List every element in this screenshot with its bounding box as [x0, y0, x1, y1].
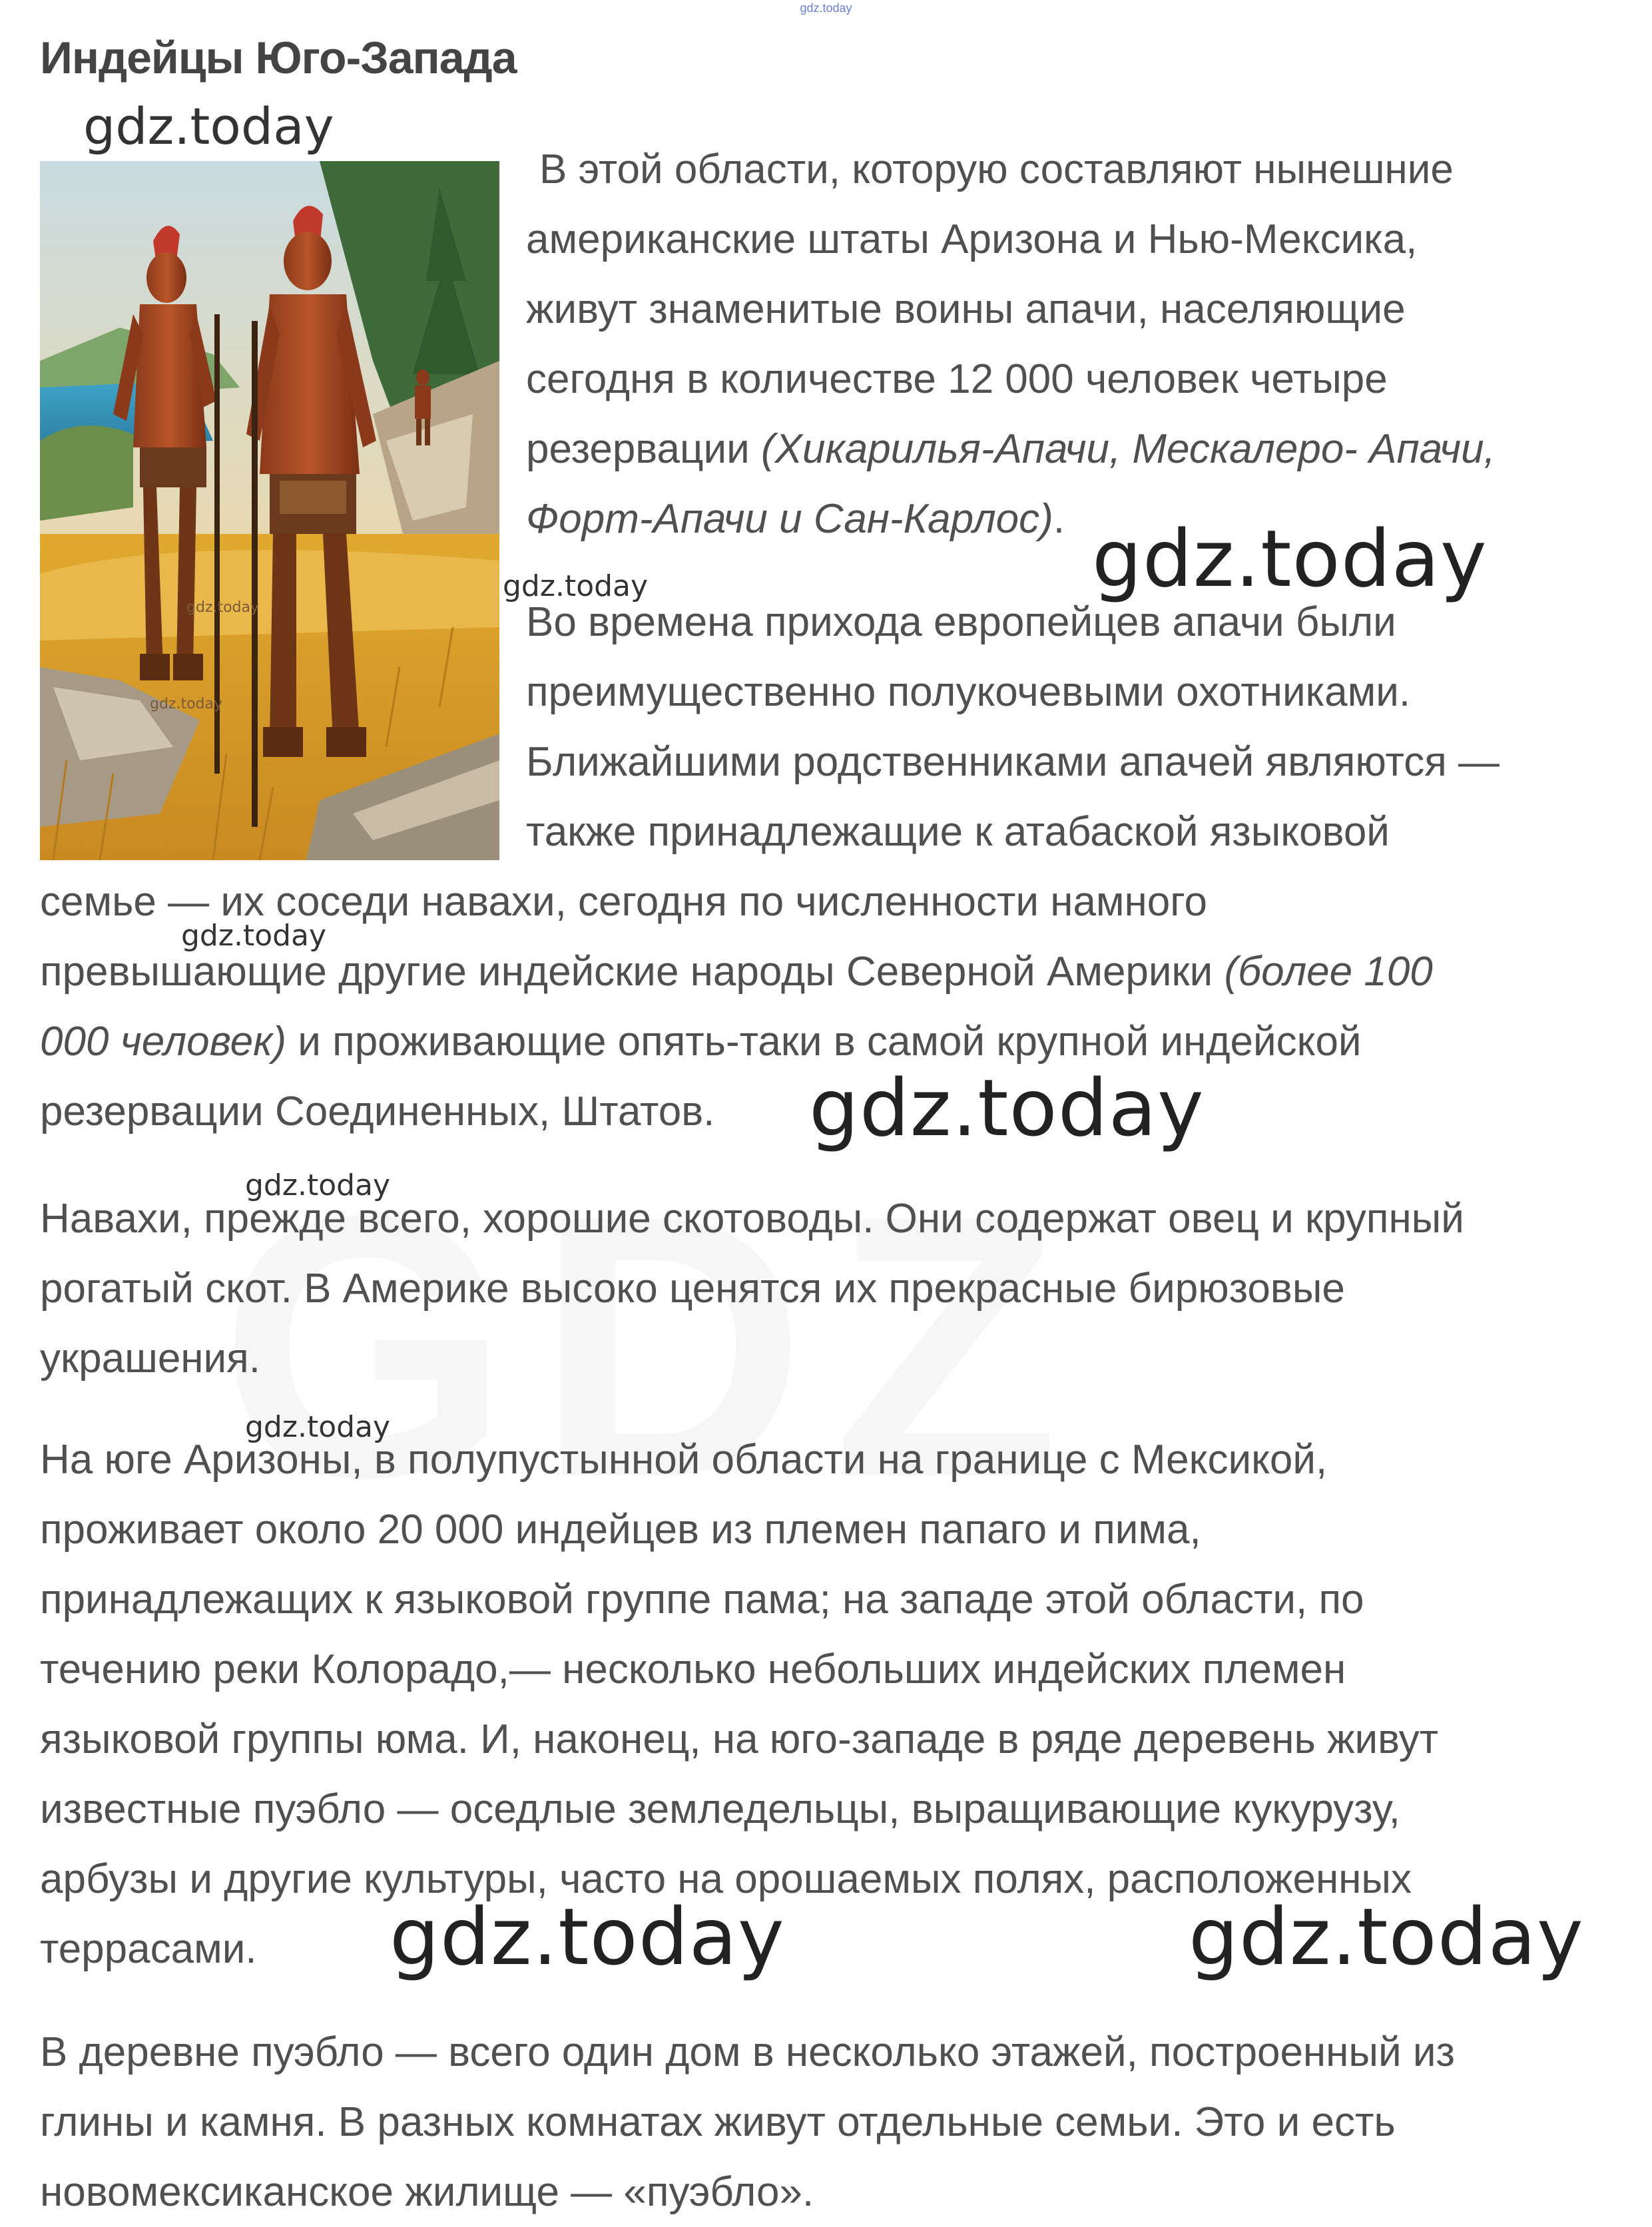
text-segment: . — [1053, 496, 1065, 542]
text-line: рогатый скот. В Америке высоко ценятся их прекрасные бирюзовые — [40, 1266, 1345, 1312]
watermark: gdz.today — [390, 1891, 785, 1983]
image-watermark: gdz.today — [186, 599, 260, 616]
paragraph-5 — [40, 2017, 1625, 2227]
text-segment-italic: 000 человек) — [40, 1019, 287, 1065]
text-line — [40, 414, 1625, 484]
article-body-paragraph-3 — [40, 1184, 1625, 1393]
text-line: Ближайшими родственниками апачей являются — — [526, 739, 1500, 785]
watermark: gdz.today — [809, 1062, 1205, 1154]
article-body — [40, 134, 1625, 554]
text-line: также принадлежащие к атабаской языковой — [526, 809, 1390, 855]
text-segment: превышающие другие индейские народы Северной Америки — [40, 949, 1225, 995]
text-line: В этой области, которую составляют нынешние — [539, 146, 1454, 192]
text-line: резервации Соединенных, Штатов. — [40, 1089, 715, 1134]
text-line: принадлежащих к языковой группе пама; на западе этой области, по — [40, 1577, 1364, 1622]
text-line: семье — их соседи навахи, сегодня по численности намного — [40, 879, 1208, 925]
text-line: языковой группы юма. И, наконец, на юго-западе в ряде деревень живут — [40, 1716, 1439, 1762]
text-segment-italic: (Хикарилья-Апачи, Мескалеро- Апачи, — [761, 426, 1496, 472]
paragraph-1 — [40, 134, 1625, 554]
text-segment-italic: (более 100 — [1224, 949, 1433, 995]
watermark: gdz.today — [245, 1168, 391, 1202]
text-line: арбузы и другие культуры, часто на орошаемых полях, расположенных — [40, 1856, 1412, 1902]
text-line: проживает около 20 000 индейцев из племен папаго и пима, — [40, 1507, 1201, 1553]
watermark: gdz.today — [503, 569, 649, 603]
text-line: Навахи, прежде всего, хорошие скотоводы. Они содержат овец и крупный — [40, 1196, 1464, 1242]
watermark: gdz.today — [181, 919, 327, 953]
text-line: преимущественно полукочевыми охотниками. — [526, 669, 1411, 715]
text-line: На юге Аризоны, в полупустынной области на границе с Мексикой, — [40, 1437, 1328, 1483]
text-line: В деревне пуэбло — всего один дом в несколько этажей, построенный из — [40, 2029, 1455, 2075]
paragraph-3 — [40, 1184, 1625, 1393]
top-watermark: gdz.today — [800, 1, 852, 15]
text-line: американские штаты Аризона и Нью-Мексика, — [526, 216, 1418, 262]
watermark: gdz.today — [1092, 513, 1488, 605]
text-line: течению реки Колорадо,— несколько небольших индейских племен — [40, 1646, 1346, 1692]
text-line: новомексиканское жилище — «пуэбло». — [40, 2169, 814, 2215]
text-line: террасами. — [40, 1926, 257, 1972]
watermark: gdz.today — [1189, 1891, 1584, 1983]
text-line: живут знаменитые воины апачи, населяющие — [526, 286, 1406, 332]
text-segment: и проживающие опять-таки в самой крупной индейской — [286, 1019, 1362, 1065]
watermark: gdz.today — [83, 97, 334, 156]
image-watermark: gdz.today — [150, 696, 223, 712]
text-line: сегодня в количестве 12 000 человек четыре — [526, 356, 1388, 402]
text-line: известные пуэбло — оседлые земледельцы, выращивающие кукурузу, — [40, 1786, 1400, 1832]
text-line: Во времена прихода европейцев апачи были — [526, 599, 1396, 645]
page-title: Индейцы Юго-Запада — [40, 33, 517, 83]
article-body-paragraph-5 — [40, 2017, 1625, 2227]
text-segment: резервации — [526, 426, 762, 472]
watermark: gdz.today — [245, 1410, 391, 1444]
text-line: глины и камня. В разных комнатах живут отдельные семьи. Это и есть — [40, 2099, 1396, 2145]
text-segment-italic: Форт-Апачи и Сан-Карлос) — [526, 496, 1053, 542]
text-line: украшения. — [40, 1336, 260, 1381]
